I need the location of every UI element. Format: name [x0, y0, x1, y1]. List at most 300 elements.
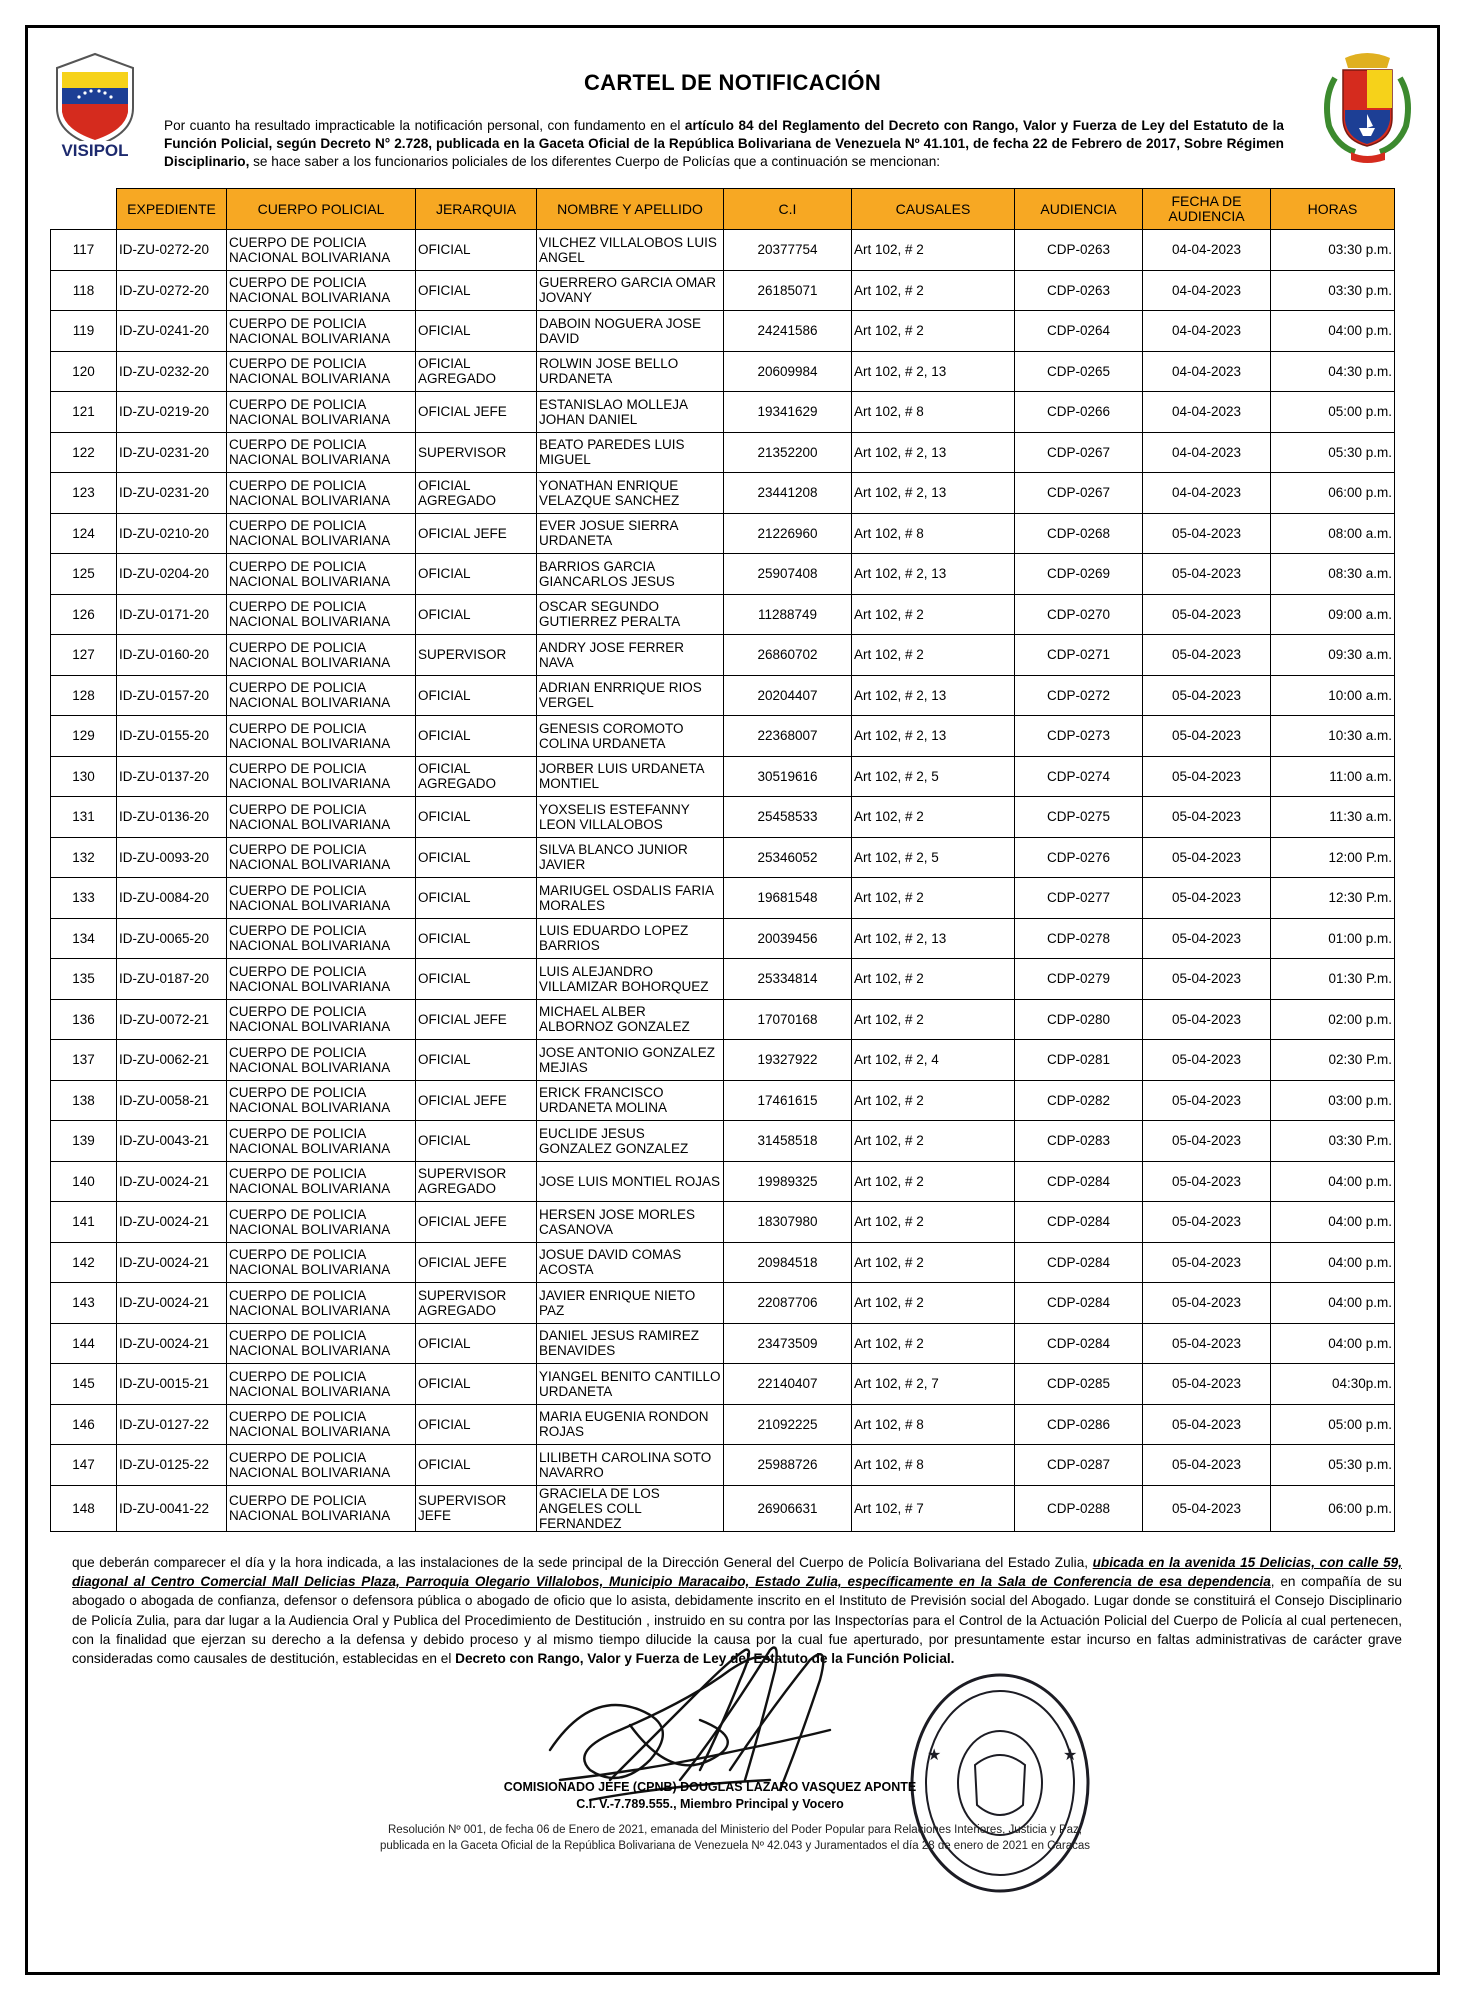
cedula-cell: 20204407 — [724, 675, 852, 716]
table-row — [51, 594, 1395, 635]
row-number: 132 — [51, 837, 117, 878]
nombre-cell: ESTANISLAO MOLLEJA JOHAN DANIEL — [537, 392, 724, 433]
fecha-cell: 05-04-2023 — [1143, 1485, 1271, 1531]
jerarquia-cell: OFICIAL AGREGADO — [416, 473, 537, 514]
hora-cell: 01:30 P.m. — [1271, 959, 1395, 1000]
causales-cell: Art 102, # 2, 13 — [852, 675, 1015, 716]
row-number: 130 — [51, 756, 117, 797]
fecha-cell: 05-04-2023 — [1143, 837, 1271, 878]
table-header-row — [51, 189, 1395, 230]
cuerpo-policial-cell: CUERPO DE POLICIA NACIONAL BOLIVARIANA — [227, 1323, 416, 1364]
causales-cell: Art 102, # 2 — [852, 1283, 1015, 1324]
hora-cell: 04:00 p.m. — [1271, 1202, 1395, 1243]
fecha-cell: 04-04-2023 — [1143, 230, 1271, 271]
cedula-cell: 21092225 — [724, 1404, 852, 1445]
cedula-cell: 21226960 — [724, 513, 852, 554]
table-row — [51, 230, 1395, 271]
causales-cell: Art 102, # 2 — [852, 797, 1015, 838]
row-number: 142 — [51, 1242, 117, 1283]
resolution-line-1: Resolución Nº 001, de fecha 06 de Enero de 2021, emanada del Ministerio del Poder Popular para Relaciones Interiores, Justicia y Paz, — [388, 1824, 1082, 1836]
jerarquia-cell: OFICIAL — [416, 797, 537, 838]
expediente-cell: ID-ZU-0272-20 — [117, 270, 227, 311]
causales-cell: Art 102, # 2, 13 — [852, 432, 1015, 473]
expediente-cell: ID-ZU-0024-21 — [117, 1161, 227, 1202]
audiencia-cell: CDP-0279 — [1015, 959, 1143, 1000]
expediente-cell: ID-ZU-0137-20 — [117, 756, 227, 797]
cedula-cell: 20039456 — [724, 918, 852, 959]
audiencia-cell: CDP-0284 — [1015, 1202, 1143, 1243]
jerarquia-cell: OFICIAL — [416, 716, 537, 757]
nombre-cell: MICHAEL ALBER ALBORNOZ GONZALEZ — [537, 999, 724, 1040]
cedula-cell: 18307980 — [724, 1202, 852, 1243]
table-row — [51, 1040, 1395, 1081]
hora-cell: 01:00 p.m. — [1271, 918, 1395, 959]
notification-table — [50, 188, 1395, 1532]
jerarquia-cell: OFICIAL AGREGADO — [416, 756, 537, 797]
row-number: 135 — [51, 959, 117, 1000]
hora-cell: 05:30 p.m. — [1271, 432, 1395, 473]
row-number: 129 — [51, 716, 117, 757]
expediente-cell: ID-ZU-0171-20 — [117, 594, 227, 635]
row-number: 146 — [51, 1404, 117, 1445]
table-row — [51, 513, 1395, 554]
causales-cell: Art 102, # 2, 13 — [852, 716, 1015, 757]
cedula-cell: 22368007 — [724, 716, 852, 757]
row-number: 131 — [51, 797, 117, 838]
expediente-cell: ID-ZU-0015-21 — [117, 1364, 227, 1405]
causales-cell: Art 102, # 2, 7 — [852, 1364, 1015, 1405]
expediente-cell: ID-ZU-0187-20 — [117, 959, 227, 1000]
audiencia-cell: CDP-0272 — [1015, 675, 1143, 716]
jerarquia-cell: SUPERVISOR — [416, 635, 537, 676]
closing-paragraph: que deberán comparecer el día y la hora indicada, a las instalaciones de la sede principal de la Dirección General del Cuerpo de Policía Bolivariana del Estado Zulia, ubicada en la avenida 15 Delicias, con calle 59, diagonal al Centro Comercial Mall Delicias Plaza, Parroquia Olegario Villalobos, Municipio Maracaibo, Estado Zulia, específicamente en la Sala de Conferencia de esa dependencia, en compañía de su abogado o abogada de confianza, defensor o defensora pública o abogado de oficio que lo asista, debidamente inscrito en el Instituto de Previsión social del Abogado. Lugar donde se constituirá el Consejo Disciplinario de Policía Zulia, para dar lugar a la Audiencia Oral y Publica del Procedimiento de Destitución , instruido en su contra por las Inspectorías para el Control de la Actuación Policial del Cuerpo de Policía al cual pertenecen, con la finalidad que ejerzan su derecho a la defensa y debido proceso y al mismo tiempo dilucide la causa por la cual fue aperturado, por presuntamente estar incurso en faltas administrativas de carácter grave consideradas como causales de destitución, establecidas en el Decreto con Rango, Valor y Fuerza de Ley del Estatuto de la Función Policial. — [72, 1555, 1402, 1667]
cedula-cell: 19327922 — [724, 1040, 852, 1081]
cedula-cell: 17461615 — [724, 1080, 852, 1121]
cedula-cell: 22087706 — [724, 1283, 852, 1324]
nombre-cell: SILVA BLANCO JUNIOR JAVIER — [537, 837, 724, 878]
resolution-note — [300, 1822, 1170, 1854]
expediente-cell: ID-ZU-0272-20 — [117, 230, 227, 271]
svg-text:VISIPOL: VISIPOL — [61, 141, 129, 160]
cedula-cell: 25346052 — [724, 837, 852, 878]
audiencia-cell: CDP-0287 — [1015, 1445, 1143, 1486]
official-stamp — [905, 1665, 1095, 1895]
table-row — [51, 918, 1395, 959]
expediente-cell: ID-ZU-0155-20 — [117, 716, 227, 757]
expediente-cell: ID-ZU-0062-21 — [117, 1040, 227, 1081]
cedula-cell: 26906631 — [724, 1485, 852, 1531]
expediente-cell: ID-ZU-0024-21 — [117, 1323, 227, 1364]
row-number: 138 — [51, 1080, 117, 1121]
fecha-cell: 04-04-2023 — [1143, 432, 1271, 473]
fecha-cell: 05-04-2023 — [1143, 513, 1271, 554]
svg-text:★: ★ — [927, 1747, 942, 1764]
cedula-cell: 19341629 — [724, 392, 852, 433]
cuerpo-policial-cell: CUERPO DE POLICIA NACIONAL BOLIVARIANA — [227, 1080, 416, 1121]
jerarquia-cell: OFICIAL — [416, 1121, 537, 1162]
cuerpo-policial-cell: CUERPO DE POLICIA NACIONAL BOLIVARIANA — [227, 918, 416, 959]
expediente-cell: ID-ZU-0065-20 — [117, 918, 227, 959]
hora-cell: 03:00 p.m. — [1271, 1080, 1395, 1121]
causales-cell: Art 102, # 8 — [852, 1404, 1015, 1445]
cuerpo-policial-cell: CUERPO DE POLICIA NACIONAL BOLIVARIANA — [227, 1283, 416, 1324]
causales-cell: Art 102, # 2 — [852, 311, 1015, 352]
table-row — [51, 635, 1395, 676]
jerarquia-cell: SUPERVISOR JEFE — [416, 1485, 537, 1531]
expediente-cell: ID-ZU-0024-21 — [117, 1242, 227, 1283]
hora-cell: 12:00 P.m. — [1271, 837, 1395, 878]
fecha-cell: 05-04-2023 — [1143, 1445, 1271, 1486]
jerarquia-cell: OFICIAL JEFE — [416, 999, 537, 1040]
causales-cell: Art 102, # 2, 13 — [852, 473, 1015, 514]
cuerpo-policial-cell: CUERPO DE POLICIA NACIONAL BOLIVARIANA — [227, 1485, 416, 1531]
fecha-cell: 04-04-2023 — [1143, 311, 1271, 352]
audiencia-cell: CDP-0265 — [1015, 351, 1143, 392]
table-row — [51, 351, 1395, 392]
causales-cell: Art 102, # 2 — [852, 1323, 1015, 1364]
causales-cell: Art 102, # 2 — [852, 1242, 1015, 1283]
nombre-cell: JAVIER ENRIQUE NIETO PAZ — [537, 1283, 724, 1324]
fecha-cell: 05-04-2023 — [1143, 1080, 1271, 1121]
row-number: 128 — [51, 675, 117, 716]
fecha-cell: 05-04-2023 — [1143, 1404, 1271, 1445]
fecha-cell: 05-04-2023 — [1143, 797, 1271, 838]
table-row — [51, 1364, 1395, 1405]
audiencia-cell: CDP-0284 — [1015, 1161, 1143, 1202]
nombre-cell: ADRIAN ENRRIQUE RIOS VERGEL — [537, 675, 724, 716]
cuerpo-policial-cell: CUERPO DE POLICIA NACIONAL BOLIVARIANA — [227, 311, 416, 352]
fecha-cell: 05-04-2023 — [1143, 716, 1271, 757]
cuerpo-policial-cell: CUERPO DE POLICIA NACIONAL BOLIVARIANA — [227, 878, 416, 919]
nombre-cell: YIANGEL BENITO CANTILLO URDANETA — [537, 1364, 724, 1405]
table-header-cell: HORAS — [1271, 189, 1395, 230]
cedula-cell: 26860702 — [724, 635, 852, 676]
nombre-cell: LUIS ALEJANDRO VILLAMIZAR BOHORQUEZ — [537, 959, 724, 1000]
table-row — [51, 1485, 1395, 1531]
row-number: 137 — [51, 1040, 117, 1081]
cedula-cell: 22140407 — [724, 1364, 852, 1405]
table-body — [51, 230, 1395, 1532]
fecha-cell: 05-04-2023 — [1143, 1323, 1271, 1364]
nombre-cell: LILIBETH CAROLINA SOTO NAVARRO — [537, 1445, 724, 1486]
audiencia-cell: CDP-0285 — [1015, 1364, 1143, 1405]
table-header-cell: AUDIENCIA — [1015, 189, 1143, 230]
causales-cell: Art 102, # 8 — [852, 513, 1015, 554]
table-row — [51, 1404, 1395, 1445]
causales-cell: Art 102, # 2, 5 — [852, 756, 1015, 797]
fecha-cell: 05-04-2023 — [1143, 1283, 1271, 1324]
hora-cell: 04:00 p.m. — [1271, 1161, 1395, 1202]
table-header-cell: CAUSALES — [852, 189, 1015, 230]
cuerpo-policial-cell: CUERPO DE POLICIA NACIONAL BOLIVARIANA — [227, 837, 416, 878]
audiencia-cell: CDP-0267 — [1015, 473, 1143, 514]
hora-cell: 09:30 a.m. — [1271, 635, 1395, 676]
causales-cell: Art 102, # 2, 13 — [852, 918, 1015, 959]
expediente-cell: ID-ZU-0093-20 — [117, 837, 227, 878]
table-row — [51, 675, 1395, 716]
nombre-cell: ANDRY JOSE FERRER NAVA — [537, 635, 724, 676]
causales-cell: Art 102, # 2 — [852, 270, 1015, 311]
audiencia-cell: CDP-0281 — [1015, 1040, 1143, 1081]
fecha-cell: 05-04-2023 — [1143, 675, 1271, 716]
table-row — [51, 1161, 1395, 1202]
jerarquia-cell: SUPERVISOR AGREGADO — [416, 1283, 537, 1324]
causales-cell: Art 102, # 7 — [852, 1485, 1015, 1531]
nombre-cell: JOSUE DAVID COMAS ACOSTA — [537, 1242, 724, 1283]
visipol-logo — [45, 50, 145, 160]
jerarquia-cell: OFICIAL JEFE — [416, 1080, 537, 1121]
expediente-cell: ID-ZU-0058-21 — [117, 1080, 227, 1121]
causales-cell: Art 102, # 8 — [852, 1445, 1015, 1486]
expediente-cell: ID-ZU-0160-20 — [117, 635, 227, 676]
signatory-name: COMISIONADO JEFE (CPNB) DOUGLAS LAZARO VASQUEZ APONTE — [503, 1780, 917, 1794]
expediente-cell: ID-ZU-0041-22 — [117, 1485, 227, 1531]
table-row — [51, 959, 1395, 1000]
cuerpo-policial-cell: CUERPO DE POLICIA NACIONAL BOLIVARIANA — [227, 1040, 416, 1081]
causales-cell: Art 102, # 2 — [852, 594, 1015, 635]
jerarquia-cell: OFICIAL — [416, 918, 537, 959]
resolution-line-2: publicada en la Gaceta Oficial de la República Bolivariana de Venezuela Nº 42.043 y Juramentados el día 28 de enero de 2021 en Caracas — [379, 1840, 1090, 1852]
nombre-cell: GRACIELA DE LOS ANGELES COLL FERNANDEZ — [537, 1485, 724, 1531]
cuerpo-policial-cell: CUERPO DE POLICIA NACIONAL BOLIVARIANA — [227, 756, 416, 797]
table-row — [51, 999, 1395, 1040]
table-row — [51, 1202, 1395, 1243]
causales-cell: Art 102, # 2 — [852, 1202, 1015, 1243]
expediente-cell: ID-ZU-0125-22 — [117, 1445, 227, 1486]
row-number: 120 — [51, 351, 117, 392]
expediente-cell: ID-ZU-0210-20 — [117, 513, 227, 554]
nombre-cell: GUERRERO GARCIA OMAR JOVANY — [537, 270, 724, 311]
audiencia-cell: CDP-0267 — [1015, 432, 1143, 473]
cedula-cell: 19681548 — [724, 878, 852, 919]
cedula-cell: 26185071 — [724, 270, 852, 311]
fecha-cell: 05-04-2023 — [1143, 1161, 1271, 1202]
jerarquia-cell: OFICIAL JEFE — [416, 1202, 537, 1243]
jerarquia-cell: OFICIAL JEFE — [416, 1242, 537, 1283]
causales-cell: Art 102, # 2, 4 — [852, 1040, 1015, 1081]
nombre-cell: DABOIN NOGUERA JOSE DAVID — [537, 311, 724, 352]
hora-cell: 04:00 p.m. — [1271, 1283, 1395, 1324]
audiencia-cell: CDP-0277 — [1015, 878, 1143, 919]
table-header-cell: NOMBRE Y APELLIDO — [537, 189, 724, 230]
jerarquia-cell: OFICIAL — [416, 1040, 537, 1081]
cedula-cell: 19989325 — [724, 1161, 852, 1202]
table-row — [51, 432, 1395, 473]
cuerpo-policial-cell: CUERPO DE POLICIA NACIONAL BOLIVARIANA — [227, 1161, 416, 1202]
causales-cell: Art 102, # 2 — [852, 230, 1015, 271]
nombre-cell: JOSE LUIS MONTIEL ROJAS — [537, 1161, 724, 1202]
cuerpo-policial-cell: CUERPO DE POLICIA NACIONAL BOLIVARIANA — [227, 230, 416, 271]
jerarquia-cell: OFICIAL — [416, 675, 537, 716]
expediente-cell: ID-ZU-0127-22 — [117, 1404, 227, 1445]
causales-cell: Art 102, # 2, 5 — [852, 837, 1015, 878]
causales-cell: Art 102, # 2, 13 — [852, 351, 1015, 392]
expediente-cell: ID-ZU-0024-21 — [117, 1283, 227, 1324]
jerarquia-cell: OFICIAL — [416, 1445, 537, 1486]
row-number: 148 — [51, 1485, 117, 1531]
table-row — [51, 1080, 1395, 1121]
table-row — [51, 716, 1395, 757]
nombre-cell: ROLWIN JOSE BELLO URDANETA — [537, 351, 724, 392]
cuerpo-policial-cell: CUERPO DE POLICIA NACIONAL BOLIVARIANA — [227, 513, 416, 554]
audiencia-cell: CDP-0280 — [1015, 999, 1143, 1040]
expediente-cell: ID-ZU-0072-21 — [117, 999, 227, 1040]
cuerpo-policial-cell: CUERPO DE POLICIA NACIONAL BOLIVARIANA — [227, 392, 416, 433]
cuerpo-policial-cell: CUERPO DE POLICIA NACIONAL BOLIVARIANA — [227, 1364, 416, 1405]
table-header-cell: JERARQUIA — [416, 189, 537, 230]
hora-cell: 03:30 p.m. — [1271, 230, 1395, 271]
nombre-cell: OSCAR SEGUNDO GUTIERREZ PERALTA — [537, 594, 724, 635]
nombre-cell: MARIA EUGENIA RONDON ROJAS — [537, 1404, 724, 1445]
cuerpo-policial-cell: CUERPO DE POLICIA NACIONAL BOLIVARIANA — [227, 270, 416, 311]
jerarquia-cell: OFICIAL — [416, 270, 537, 311]
causales-cell: Art 102, # 2 — [852, 1080, 1015, 1121]
nombre-cell: EVER JOSUE SIERRA URDANETA — [537, 513, 724, 554]
expediente-cell: ID-ZU-0231-20 — [117, 473, 227, 514]
svg-text:★: ★ — [1063, 1747, 1078, 1764]
cedula-cell: 25458533 — [724, 797, 852, 838]
nombre-cell: GENESIS COROMOTO COLINA URDANETA — [537, 716, 724, 757]
cedula-cell: 25988726 — [724, 1445, 852, 1486]
fecha-cell: 05-04-2023 — [1143, 756, 1271, 797]
fecha-cell: 05-04-2023 — [1143, 635, 1271, 676]
fecha-cell: 05-04-2023 — [1143, 1121, 1271, 1162]
audiencia-cell: CDP-0284 — [1015, 1283, 1143, 1324]
cuerpo-policial-cell: CUERPO DE POLICIA NACIONAL BOLIVARIANA — [227, 635, 416, 676]
cedula-cell: 20984518 — [724, 1242, 852, 1283]
table-row — [51, 270, 1395, 311]
table-row — [51, 311, 1395, 352]
audiencia-cell: CDP-0284 — [1015, 1323, 1143, 1364]
hora-cell: 08:00 a.m. — [1271, 513, 1395, 554]
expediente-cell: ID-ZU-0219-20 — [117, 392, 227, 433]
jerarquia-cell: OFICIAL — [416, 878, 537, 919]
hora-cell: 04:30p.m. — [1271, 1364, 1395, 1405]
jerarquia-cell: OFICIAL — [416, 230, 537, 271]
jerarquia-cell: OFICIAL JEFE — [416, 392, 537, 433]
expediente-cell: ID-ZU-0241-20 — [117, 311, 227, 352]
row-number: 140 — [51, 1161, 117, 1202]
causales-cell: Art 102, # 8 — [852, 392, 1015, 433]
hora-cell: 04:00 p.m. — [1271, 311, 1395, 352]
row-number: 124 — [51, 513, 117, 554]
cuerpo-policial-cell: CUERPO DE POLICIA NACIONAL BOLIVARIANA — [227, 675, 416, 716]
row-number: 143 — [51, 1283, 117, 1324]
cuerpo-policial-cell: CUERPO DE POLICIA NACIONAL BOLIVARIANA — [227, 1202, 416, 1243]
fecha-cell: 05-04-2023 — [1143, 999, 1271, 1040]
cuerpo-policial-cell: CUERPO DE POLICIA NACIONAL BOLIVARIANA — [227, 432, 416, 473]
cedula-cell: 31458518 — [724, 1121, 852, 1162]
cedula-cell: 21352200 — [724, 432, 852, 473]
table-header-cell: C.I — [724, 189, 852, 230]
row-number: 133 — [51, 878, 117, 919]
jerarquia-cell: OFICIAL — [416, 1404, 537, 1445]
fecha-cell: 05-04-2023 — [1143, 554, 1271, 595]
row-number: 119 — [51, 311, 117, 352]
nombre-cell: EUCLIDE JESUS GONZALEZ GONZALEZ — [537, 1121, 724, 1162]
audiencia-cell: CDP-0264 — [1015, 311, 1143, 352]
hora-cell: 04:30 p.m. — [1271, 351, 1395, 392]
hora-cell: 03:30 P.m. — [1271, 1121, 1395, 1162]
cuerpo-policial-cell: CUERPO DE POLICIA NACIONAL BOLIVARIANA — [227, 716, 416, 757]
hora-cell: 03:30 p.m. — [1271, 270, 1395, 311]
nombre-cell: MARIUGEL OSDALIS FARIA MORALES — [537, 878, 724, 919]
fecha-cell: 05-04-2023 — [1143, 878, 1271, 919]
jerarquia-cell: OFICIAL AGREGADO — [416, 351, 537, 392]
table-row — [51, 1283, 1395, 1324]
fecha-cell: 05-04-2023 — [1143, 1202, 1271, 1243]
cuerpo-policial-cell: CUERPO DE POLICIA NACIONAL BOLIVARIANA — [227, 1242, 416, 1283]
table-row — [51, 392, 1395, 433]
hora-cell: 11:00 a.m. — [1271, 756, 1395, 797]
expediente-cell: ID-ZU-0043-21 — [117, 1121, 227, 1162]
hora-cell: 11:30 a.m. — [1271, 797, 1395, 838]
hora-cell: 04:00 p.m. — [1271, 1242, 1395, 1283]
causales-cell: Art 102, # 2 — [852, 959, 1015, 1000]
table-row — [51, 1445, 1395, 1486]
hora-cell: 12:30 P.m. — [1271, 878, 1395, 919]
row-number: 123 — [51, 473, 117, 514]
causales-cell: Art 102, # 2 — [852, 999, 1015, 1040]
expediente-cell: ID-ZU-0084-20 — [117, 878, 227, 919]
fecha-cell: 05-04-2023 — [1143, 959, 1271, 1000]
audiencia-cell: CDP-0266 — [1015, 392, 1143, 433]
jerarquia-cell: SUPERVISOR — [416, 432, 537, 473]
cuerpo-policial-cell: CUERPO DE POLICIA NACIONAL BOLIVARIANA — [227, 554, 416, 595]
causales-cell: Art 102, # 2 — [852, 878, 1015, 919]
hora-cell: 10:00 a.m. — [1271, 675, 1395, 716]
jerarquia-cell: OFICIAL — [416, 1323, 537, 1364]
cedula-cell: 20377754 — [724, 230, 852, 271]
audiencia-cell: CDP-0263 — [1015, 230, 1143, 271]
table-header-cell: EXPEDIENTE — [117, 189, 227, 230]
hora-cell: 09:00 a.m. — [1271, 594, 1395, 635]
expediente-cell: ID-ZU-0204-20 — [117, 554, 227, 595]
nombre-cell: DANIEL JESUS RAMIREZ BENAVIDES — [537, 1323, 724, 1364]
table-row — [51, 878, 1395, 919]
cedula-cell: 17070168 — [724, 999, 852, 1040]
fecha-cell: 04-04-2023 — [1143, 473, 1271, 514]
causales-cell: Art 102, # 2 — [852, 635, 1015, 676]
row-number: 118 — [51, 270, 117, 311]
cuerpo-policial-cell: CUERPO DE POLICIA NACIONAL BOLIVARIANA — [227, 1445, 416, 1486]
row-number: 145 — [51, 1364, 117, 1405]
cedula-cell: 23441208 — [724, 473, 852, 514]
audiencia-cell: CDP-0270 — [1015, 594, 1143, 635]
hora-cell: 06:00 p.m. — [1271, 1485, 1395, 1531]
jerarquia-cell: OFICIAL JEFE — [416, 513, 537, 554]
audiencia-cell: CDP-0284 — [1015, 1242, 1143, 1283]
row-number: 125 — [51, 554, 117, 595]
cedula-cell: 25334814 — [724, 959, 852, 1000]
fecha-cell: 04-04-2023 — [1143, 270, 1271, 311]
hora-cell: 10:30 a.m. — [1271, 716, 1395, 757]
fecha-cell: 04-04-2023 — [1143, 392, 1271, 433]
signatory-id: C.I. V.-7.789.555., Miembro Principal y Vocero — [576, 1797, 844, 1811]
jerarquia-cell: OFICIAL — [416, 959, 537, 1000]
row-number: 141 — [51, 1202, 117, 1243]
cuerpo-policial-cell: CUERPO DE POLICIA NACIONAL BOLIVARIANA — [227, 1404, 416, 1445]
audiencia-cell: CDP-0282 — [1015, 1080, 1143, 1121]
hora-cell: 02:30 P.m. — [1271, 1040, 1395, 1081]
fecha-cell: 04-04-2023 — [1143, 351, 1271, 392]
table-row — [51, 797, 1395, 838]
nombre-cell: BARRIOS GARCIA GIANCARLOS JESUS — [537, 554, 724, 595]
expediente-cell: ID-ZU-0232-20 — [117, 351, 227, 392]
intro-paragraph: Por cuanto ha resultado impracticable la notificación personal, con fundamento en el artículo 84 del Reglamento del Decreto con Rango, Valor y Fuerza de Ley del Estatuto de la Función Policial, según Decreto N° 2.728, publicada en la Gaceta Oficial de la República Bolivariana de Venezuela Nº 41.101, de fecha 22 de Febrero de 2017, Sobre Régimen Disciplinario, se hace saber a los funcionarios policiales de los diferentes Cuerpo de Policías que a continuación se mencionan: — [164, 118, 1284, 169]
cedula-cell: 11288749 — [724, 594, 852, 635]
audiencia-cell: CDP-0276 — [1015, 837, 1143, 878]
